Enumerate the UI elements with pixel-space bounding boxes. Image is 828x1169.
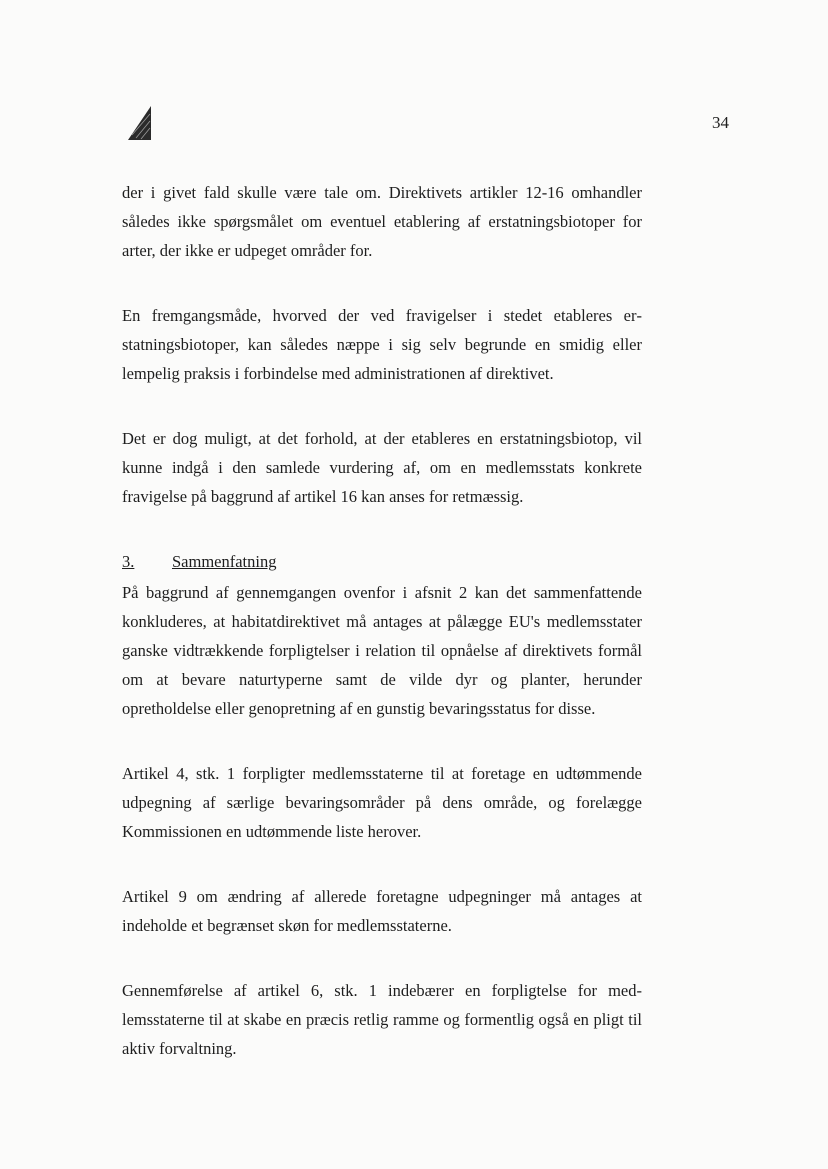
paragraph: Artikel 9 om ændring af allerede foretagne udpegninger må antages at indeholde et begrænset skøn for medlemsstaterne. [122,887,642,935]
section-number: 3. [122,552,135,571]
paragraph: Artikel 4, stk. 1 forpligter medlemsstaterne til at foretage en udtømmende udpegning af særlige bevaringsområder på dens område, og forelægge Kommissionen en udtømmende liste herover. [122,764,642,841]
document-body [122,178,642,1063]
paragraph: Gennemførelse af artikel 6, stk. 1 indebærer en forpligtelse for medlemsstaterne til at skabe en præcis retlig ramme og formentlig også en pligt til aktiv forvaltning. [122,981,642,1058]
triangle-logo-icon [127,105,153,141]
paragraph: Det er dog muligt, at det forhold, at der etableres en erstatningsbiotop, vil kunne indgå i den samlede vurdering af, om en medlemsstats konkrete fravigelse på baggrund af artikel 16 kan anses for retmæssig. [122,429,642,506]
paragraph: der i givet fald skulle være tale om. Direktivets artikler 12-16 omhandler således ikke spørgsmålet om eventuel etablering af erstatningsbiotoper for arter, der ikke er udpeget områder for. [122,183,642,260]
page-number: 34 [712,113,729,132]
paragraph: På baggrund af gennemgangen ovenfor i afsnit 2 kan det sammenfattende konkluderes, at habitatdirektivet må antages at pålægge EU's medlemsstater ganske vidtrækkende forpligtelser i relation til opnåelse af direktivets formål om at bevare naturtyperne samt de vilde dyr og planter, herunder opretholdelse eller genopretning af en gunstig bevaringsstatus for disse. [122,583,642,718]
section-heading [122,547,642,576]
paragraph: En fremgangsmåde, hvorved der ved fravigelser i stedet etableres erstatningsbiotoper, kan således næppe i sig selv begrunde en smidig eller lempelig praksis i forbindelse med administrationen af direktivet. [122,306,642,383]
section-title: Sammenfatning [172,552,277,571]
